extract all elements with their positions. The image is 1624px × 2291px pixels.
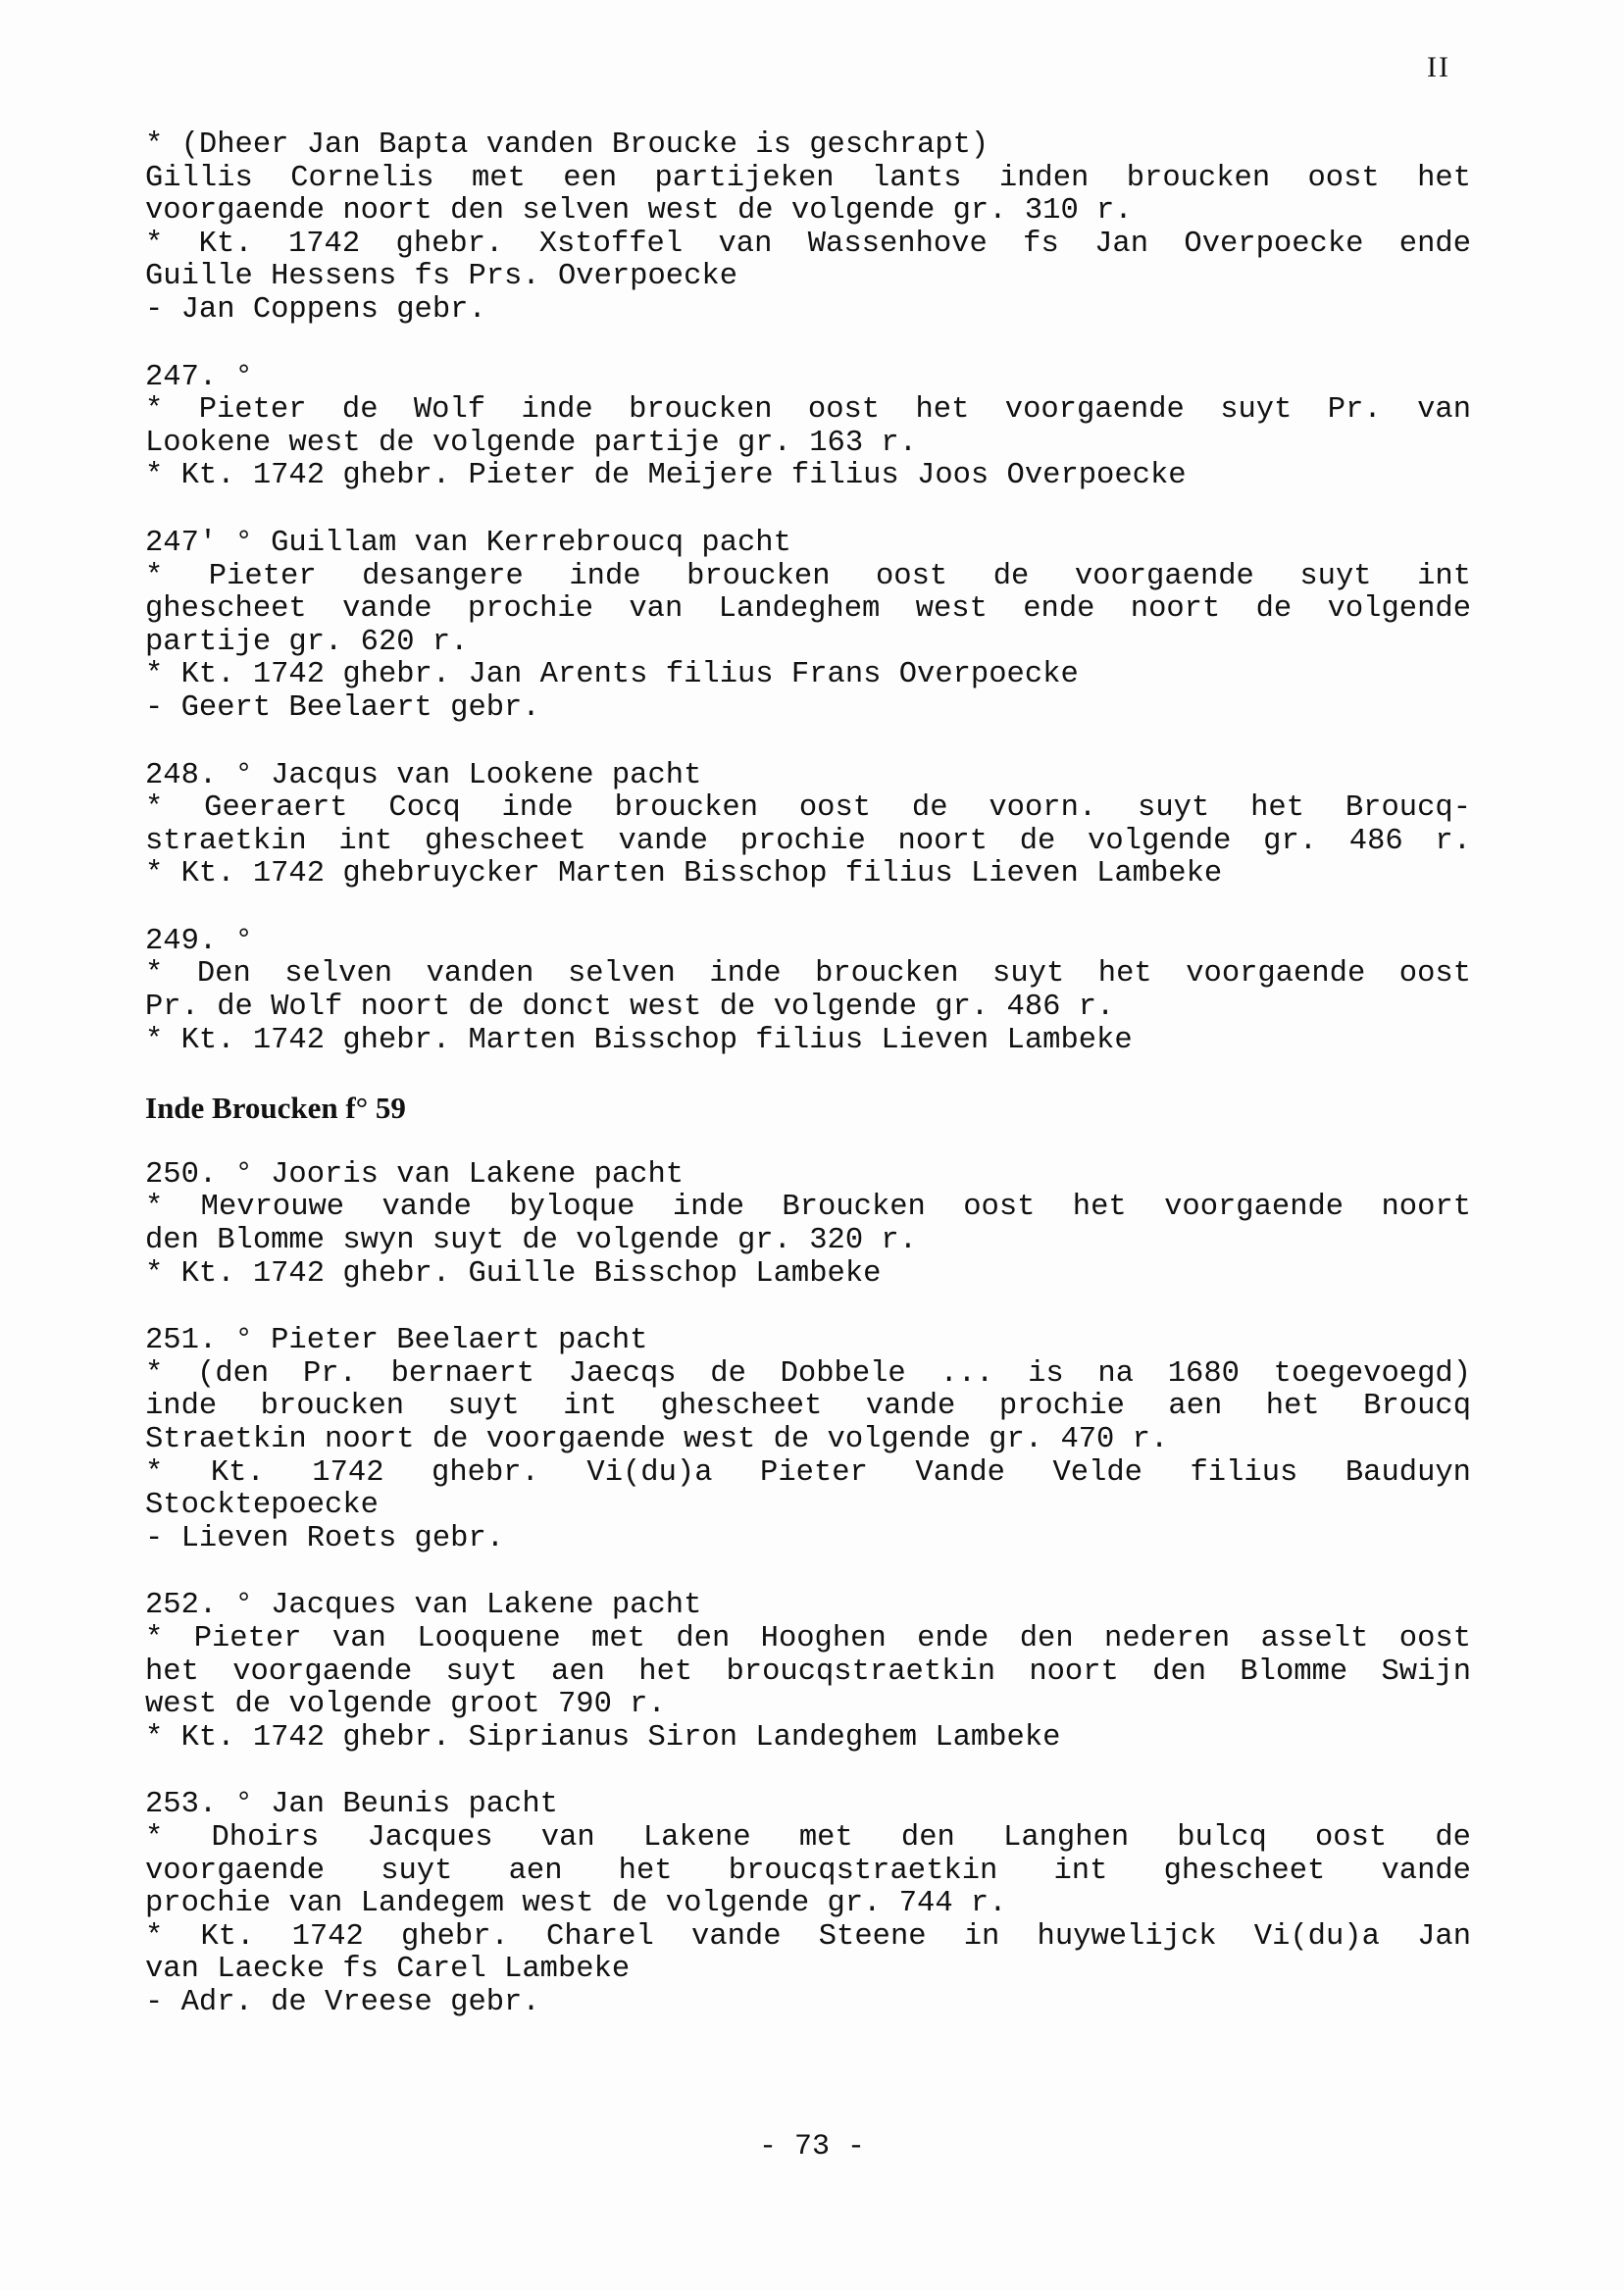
entry-line: Gillis Cornelis met een partijeken lants inden broucken oost het (145, 161, 1471, 195)
entry-line: Pr. de Wolf noort de donct west de volgende gr. 486 r. (145, 991, 1115, 1025)
entry-line: 248. ° Jacqus van Lookene pacht (145, 758, 702, 792)
entry-line: * Geeraert Cocq inde broucken oost de voorn. suyt het Broucq- (145, 791, 1471, 826)
entry-line: 247' ° Guillam van Kerrebroucq pacht (145, 526, 791, 560)
entry-line: * Pieter van Looquene met den Hooghen ende den nederen asselt oost (145, 1621, 1471, 1655)
entry-line: * Kt. 1742 ghebr. Siprianus Siron Landeghem Lambeke (145, 1720, 1061, 1755)
record-entry (145, 760, 1471, 891)
entry-line: - Adr. de Vreese gebr. (145, 1985, 540, 2019)
entry-line: * (den Pr. bernaert Jaecqs de Dobbele ... is na 1680 toegevoegd) (145, 1356, 1471, 1391)
entry-line: * Mevrouwe vande byloque inde Broucken oost het voorgaende noort (145, 1191, 1471, 1225)
record-entry (145, 362, 1471, 493)
entry-line: straetkin int ghescheet vande prochie noort de volgende gr. 486 r. (145, 824, 1471, 858)
entry-line: inde broucken suyt int ghescheet vande prochie aen het Broucq (145, 1390, 1471, 1424)
entry-line: 252. ° Jacques van Lakene pacht (145, 1589, 702, 1623)
entry-line: * Kt. 1742 ghebr. Guille Bisschop Lambeke (145, 1256, 882, 1291)
entry-line: 249. ° (145, 924, 253, 958)
entry-line: * Kt. 1742 ghebr. Charel vande Steene in huywelijck Vi(du)a Jan (145, 1919, 1471, 1954)
entry-line: * Kt. 1742 ghebr. Jan Arents filius Frans Overpoecke (145, 658, 1079, 692)
entry-line: * Pieter desangere inde broucken oost de voorgaende suyt int (145, 559, 1471, 593)
entry-line: west de volgende groot 790 r. (145, 1688, 666, 1722)
entry-line: * Den selven vanden selven inde broucken suyt het voorgaende oost (145, 957, 1471, 992)
entry-line: voorgaende noort den selven west de volgende gr. 310 r. (145, 194, 1133, 229)
entry-line: Lookene west de volgende partije gr. 163 r. (145, 426, 918, 460)
entry-line: voorgaende suyt aen het broucqstraetkin int ghescheet vande (145, 1854, 1471, 1888)
entry-line: * Kt. 1742 ghebr. Vi(du)a Pieter Vande Velde filius Bauduyn (145, 1455, 1471, 1490)
entry-line: 251. ° Pieter Beelaert pacht (145, 1324, 648, 1358)
entry-line: - Lieven Roets gebr. (145, 1521, 505, 1555)
record-entry (145, 129, 1471, 328)
section-heading: Inde Broucken f° 59 (145, 1091, 406, 1126)
entry-line: prochie van Landegem west de volgende gr. 744 r. (145, 1887, 1007, 1921)
entry-line: het voorgaende suyt aen het broucqstraetkin noort den Blomme Swijn (145, 1655, 1471, 1689)
entry-line: den Blomme swyn suyt de volgende gr. 320 r. (145, 1224, 918, 1258)
record-entry (145, 926, 1471, 1057)
entry-line: * Pieter de Wolf inde broucken oost het voorgaende suyt Pr. van (145, 393, 1471, 428)
entry-line: - Jan Coppens gebr. (145, 292, 486, 327)
entry-line: * Kt. 1742 ghebr. Xstoffel van Wassenhove fs Jan Overpoecke ende (145, 227, 1471, 261)
entry-line: * Kt. 1742 ghebr. Marten Bisschop filius Lieven Lambeke (145, 1023, 1133, 1057)
record-entry (145, 1159, 1471, 1291)
entry-line: * Dhoirs Jacques van Lakene met den Langhen bulcq oost de (145, 1820, 1471, 1855)
entry-line: 253. ° Jan Beunis pacht (145, 1788, 558, 1822)
entry-line: 250. ° Jooris van Lakene pacht (145, 1157, 685, 1192)
entry-line: Stocktepoecke (145, 1489, 379, 1523)
entry-line: * Kt. 1742 ghebruycker Marten Bisschop filius Lieven Lambeke (145, 857, 1223, 891)
page-number: - 73 - (758, 2130, 866, 2164)
entry-line: ghescheet vande prochie van Landeghem west ende noort de volgende (145, 592, 1471, 627)
entry-line: * Kt. 1742 ghebr. Pieter de Meijere filius Joos Overpoecke (145, 459, 1187, 493)
section-mark: II (1427, 51, 1450, 83)
document-body (145, 129, 1471, 2055)
entry-line: partije gr. 620 r. (145, 625, 469, 659)
record-entry (145, 1325, 1471, 1555)
entry-line: Straetkin noort de voorgaende west de volgende gr. 470 r. (145, 1423, 1169, 1456)
record-entry (145, 528, 1471, 726)
entry-line: - Geert Beelaert gebr. (145, 690, 540, 725)
entry-line: * (Dheer Jan Bapta vanden Broucke is geschrapt) (145, 128, 990, 162)
entry-line: van Laecke fs Carel Lambeke (145, 1953, 631, 1987)
entry-line: Guille Hessens fs Prs. Overpoecke (145, 260, 737, 294)
entry-line: 247. ° (145, 360, 253, 394)
record-entry (145, 1590, 1471, 1755)
record-entry (145, 1789, 1471, 2019)
